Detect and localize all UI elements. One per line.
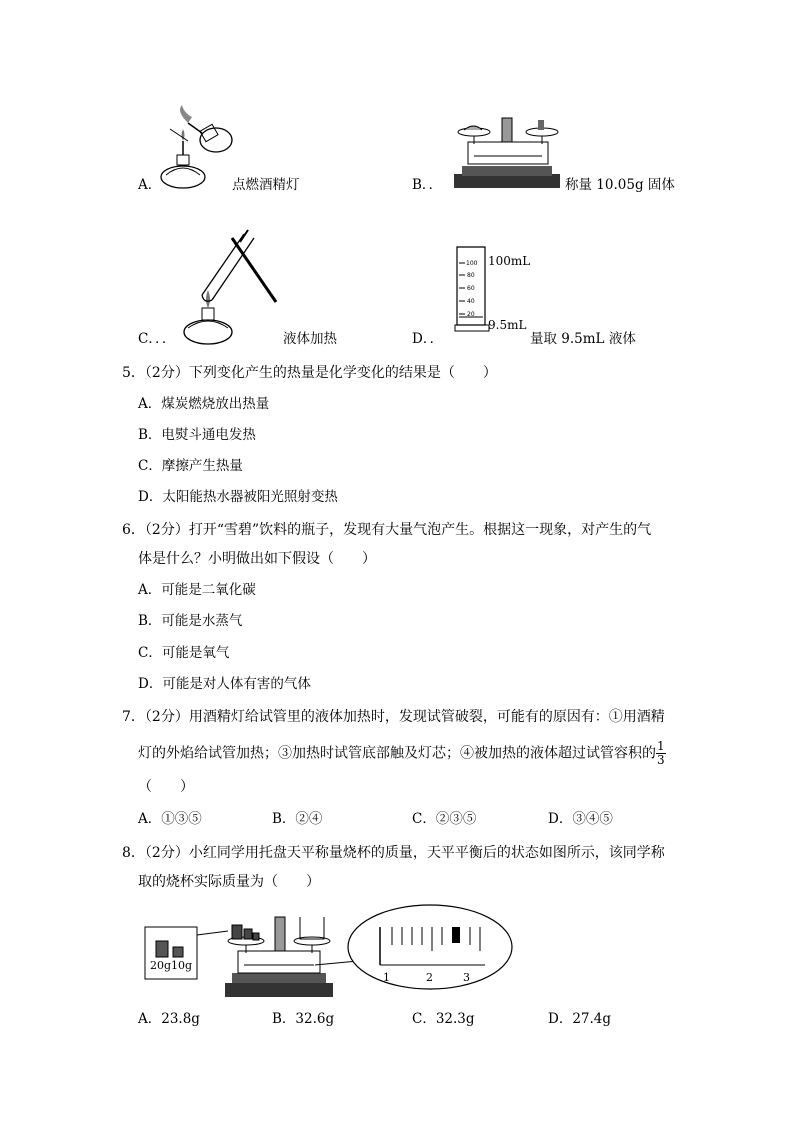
q8-option-d: D．27.4g [548, 1011, 612, 1027]
question-6-stem-line1: 6．（2分）打开“雪碧”饮料的瓶子，发现有大量气泡产生。根据这一现象，对产生的气 [122, 522, 652, 538]
question-7-stem-line2-text: 灯的外焰给试管加热；③加热时试管底部触及灯芯；④被加热的液体超过试管容积的 [138, 745, 656, 762]
cylinder-tick-100: 100 [466, 260, 478, 267]
scale-label-3: 3 [463, 971, 470, 984]
option-c-text: 液体加热 [283, 331, 337, 347]
scale-label-1: 1 [383, 971, 390, 984]
question-5-stem: 5．（2分）下列变化产生的热量是化学变化的结果是（ ） [122, 365, 497, 381]
cylinder-tick-40: 40 [467, 298, 475, 305]
weights-labels [150, 960, 192, 972]
q6-option-b: B．可能是水蒸气 [138, 613, 243, 629]
q8-option-c: C．32.3g [412, 1011, 475, 1027]
question-8-stem-line2: 取的烧杯实际质量为（ ） [138, 874, 320, 890]
balance-weighing-figure [452, 112, 564, 192]
question-6-stem-line2: 体是什么？小明做出如下假设（ ） [138, 551, 376, 567]
q5-option-d: D．太阳能热水器被阳光照射变热 [138, 489, 338, 505]
balance-with-beaker-figure [140, 905, 515, 1000]
liquid-heating-figure [182, 220, 282, 345]
option-d-text: 量取 9.5mL 液体 [530, 331, 636, 347]
q5-option-b: B．电熨斗通电发热 [138, 427, 256, 443]
weight-10g-label: 10g [171, 959, 193, 972]
weight-20g-label: 20g [150, 959, 172, 972]
q8-option-b: B．32.6g [272, 1011, 335, 1027]
option-a-text: 点燃酒精灯 [232, 177, 300, 193]
cylinder-tick-60: 60 [467, 285, 475, 292]
option-b-letter: B．． [412, 177, 443, 193]
cylinder-tick-20: 20 [467, 311, 475, 318]
q6-option-d: D．可能是对人体有害的气体 [138, 676, 311, 692]
option-a-letter: A． [138, 177, 162, 193]
cylinder-tick-80: 80 [467, 272, 475, 279]
q5-option-c: C．摩擦产生热量 [138, 458, 243, 474]
q5-option-a: A．煤炭燃烧放出热量 [138, 396, 270, 412]
q7-option-b: B．②④ [272, 811, 323, 827]
q7-option-a: A．①③⑤ [138, 811, 202, 827]
question-7-stem-line3: （ ） [138, 779, 194, 795]
alcohol-lamp-lighting-figure [158, 105, 238, 190]
question-7-stem-line1: 7．（2分）用酒精灯给试管里的液体加热时，发现试管破裂，可能有的原因有：①用酒精 [122, 709, 665, 725]
fraction-numerator: 1 [657, 739, 665, 753]
option-d-letter: D．． [412, 331, 444, 347]
q7-option-d: D．③④⑤ [548, 811, 613, 827]
cylinder-top-label: 100mL [488, 254, 531, 268]
question-7-stem-line2 [138, 740, 666, 767]
fraction-denominator: 3 [657, 753, 665, 767]
cylinder-bottom-label: 9.5mL [488, 318, 527, 332]
question-8-stem-line1: 8．（2分）小红同学用托盘天平称量烧杯的质量，天平平衡后的状态如图所示，该同学称 [122, 845, 665, 861]
fraction-one-third [656, 740, 666, 767]
q6-option-a: A．可能是二氧化碳 [138, 582, 256, 598]
option-c-letter: C．．． [138, 331, 176, 347]
q8-option-a: A．23.8g [138, 1011, 200, 1027]
q6-option-c: C．可能是氧气 [138, 645, 230, 661]
q7-option-c: C．②③⑤ [412, 811, 477, 827]
option-b-text: 称量 10.05g 固体 [565, 177, 675, 193]
scale-label-2: 2 [426, 971, 433, 984]
